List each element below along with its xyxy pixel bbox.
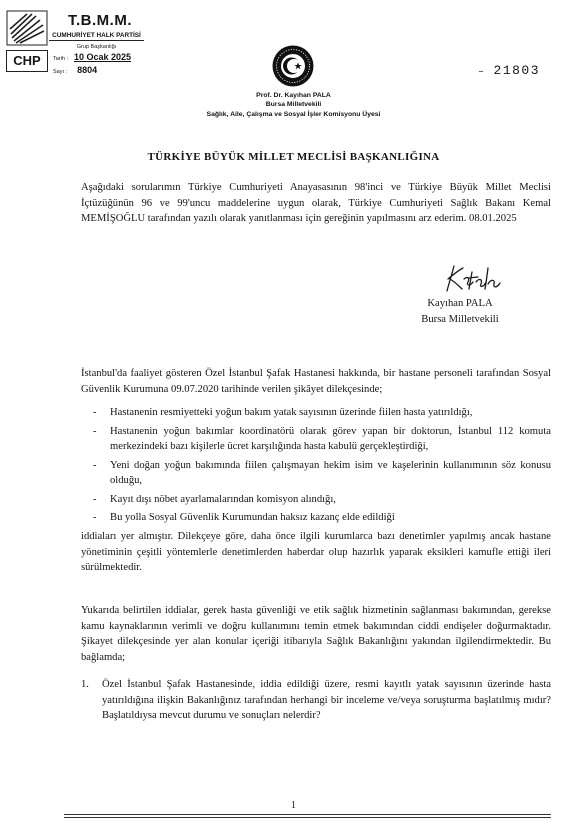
signature-name: Kayıhan PALA [427, 298, 493, 309]
intro-paragraph: Aşağıdaki sorularımın Türkiye Cumhuriyeti Anayasasının 98'inci ve Türkiye Büyük Millet Meclisi İçtüzüğünün 96 ve 99'uncu maddelerine uygun olarak, Türkiye Cumhuriyeti Sağlık Bakanı Kemal MEMİŞOĞLU tarafından yazılı olarak yanıtlanması için gereğinin yapılmasını arz ederim. 08.01.2025 [81, 182, 551, 224]
footer-rule [64, 814, 551, 815]
list-item: - Yeni doğan yoğun bakımında fiilen çalışmayan hekim isim ve kaşelerinin kullanımının söz konusu olduğu, [93, 458, 551, 489]
question-item [81, 677, 551, 724]
stamp-group: Grup Başkanlığı [76, 44, 117, 50]
questions-list [81, 677, 551, 724]
list-item: - Hastanenin yoğun bakımlar koordinatörü olarak görev yapan bir doktorun, İstanbul 112 komuta merkezindeki bazı kişilerle ücret karşılığında hasta kabulü gerçekleştirdiği, [93, 424, 551, 455]
question-text: Özel İstanbul Şafak Hastanesinde, iddia edildiği üzere, resmi kayıtlı yatak sayısının üzerinde hasta yatırıldığına ilişkin Bakanlığınız tarafından herhangi bir inceleme ve/veya soruşturma başlatılmış mıdır? Başlatıldıysa mevcut durumu ve sonuçları nelerdir? [102, 679, 551, 721]
question-number: 1. [81, 679, 89, 690]
lead-paragraph: İstanbul'da faaliyet gösteren Özel İstanbul Şafak Hastanesi hakkında, bir hastane personeli tarafından Sosyal Güvenlik Kurumuna 09.07.2020 tarihinde verilen şikâyet dilekçesinde; [81, 368, 551, 395]
list-item: - Hastanenin resmiyetteki yoğun bakım yatak sayısının üzerinde fiilen hasta yatırıldığı, [93, 405, 551, 421]
list-item: - Bu yolla Sosyal Güvenlik Kurumundan haksız kazanç elde edildiği [93, 510, 551, 526]
tbmm-emblem-icon [271, 44, 315, 88]
recipient-title: TÜRKİYE BÜYÜK MİLLET MECLİSİ BAŞKANLIĞINA [147, 151, 440, 163]
sender-header [0, 91, 587, 119]
document-number [478, 63, 540, 78]
concern-paragraph: Yukarıda belirtilen iddialar, gerek hasta güvenliği ve etik sağlık hizmetinin sağlanması bakımından, gerekse kamu kaynaklarının verimli ve doğru kullanımını temin etmek bakımından ciddi endişeler doğurmaktadır. Şikayet dilekçesinde yer alan konular içeriği itibarıyla Sağlık Bakanlığını yakından ilgilendirmektedir. Bu bağlamda; [81, 605, 551, 663]
stamp-party: CUMHURİYET HALK PARTİSİ [49, 32, 144, 41]
page-number: 1 [291, 800, 296, 811]
document-number-dash: – [478, 67, 486, 78]
after-allegations-paragraph: iddiaları yer almıştır. Dilekçeye göre, daha önce ilgili kurumlarca bazı denetimler yapılmış ancak hastane yönetiminin çeşitli yöntemlerle denetimlerden haberdar olup hazırlık yaparak eksikleri kamufle ettiği ileri sürülmektedir. [81, 531, 551, 573]
allegations-list [93, 405, 551, 529]
stamp-date-label: Tarih : [53, 56, 68, 62]
stamp-number-value: 8804 [77, 65, 98, 75]
signature-title: Bursa Milletvekili [421, 313, 499, 325]
sender-name: Prof. Dr. Kayıhan PALA [256, 92, 331, 99]
stamp-date-value: 10 Ocak 2025 [73, 52, 132, 62]
stamp-party-abbr: CHP [6, 50, 48, 72]
list-item: - Kayıt dışı nöbet ayarlamalarından komisyon alındığı, [93, 492, 551, 508]
footer-rule [64, 817, 551, 818]
chp-stamp [6, 10, 142, 75]
handwritten-signature-icon [418, 262, 528, 294]
signature-block [400, 296, 520, 327]
sender-commission: Sağlık, Aile, Çalışma ve Sosyal İşler Komisyonu Üyesi [206, 110, 381, 118]
document-number-value: 21803 [493, 63, 541, 78]
six-arrows-logo-icon [6, 10, 48, 46]
stamp-title: T.B.M.M. [68, 12, 132, 29]
stamp-date-row [53, 52, 131, 62]
stamp-number-label: Sayı : [53, 69, 68, 75]
sender-role: Bursa Milletvekili [265, 101, 322, 109]
stamp-number-row [53, 65, 97, 75]
